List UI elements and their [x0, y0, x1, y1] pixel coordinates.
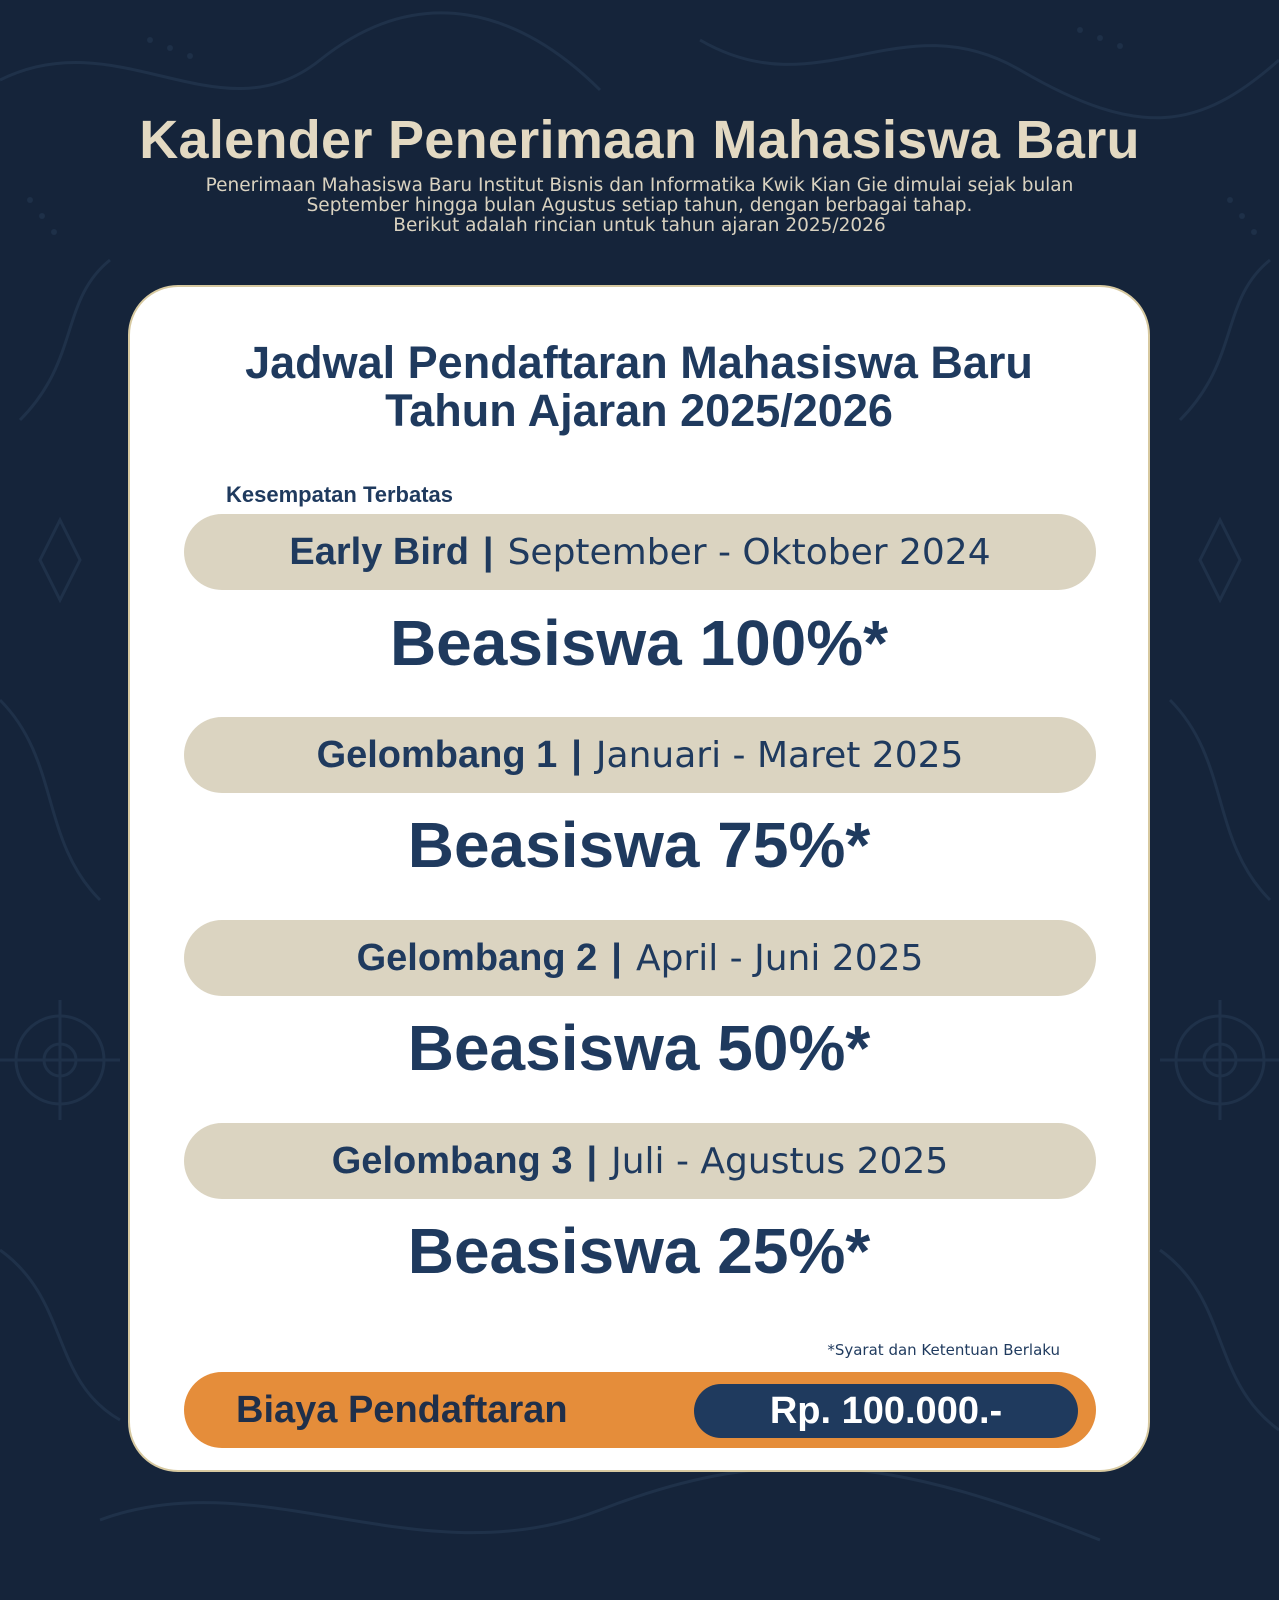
limited-opportunity-label: Kesempatan Terbatas — [226, 482, 454, 507]
phase-separator: | — [586, 1139, 598, 1182]
scholarship-gelombang-2: Beasiswa 50%* — [407, 1012, 871, 1084]
phase-pill-gelombang-2 — [184, 920, 1096, 996]
page-title: Kalender Penerimaan Mahasiswa Baru — [139, 110, 1140, 170]
registration-fee-value: Rp. 100.000.- — [694, 1384, 1078, 1438]
phase-pill-gelombang-1 — [184, 717, 1096, 793]
phase-name: Gelombang 3 — [331, 1139, 573, 1182]
scholarship-gelombang-3: Beasiswa 25%* — [407, 1215, 871, 1287]
card-title-line: Tahun Ajaran 2025/2026 — [385, 385, 893, 436]
phase-separator: | — [611, 936, 622, 979]
phase-dates: Juli - Agustus 2025 — [611, 1140, 949, 1182]
phase-pill-early-bird — [184, 514, 1096, 590]
terms-note: *Syarat dan Ketentuan Berlaku — [827, 1341, 1060, 1359]
card-title — [130, 339, 1148, 435]
phase-dates: Januari - Maret 2025 — [595, 734, 964, 776]
registration-fee-bar — [184, 1372, 1096, 1448]
subtitle-line: September hingga bulan Agustus setiap tahun, dengan berbagai tahap. — [306, 195, 973, 216]
page-subtitle — [0, 176, 1279, 236]
phase-name: Gelombang 2 — [356, 936, 598, 979]
registration-fee-label: Biaya Pendaftaran — [236, 1389, 568, 1431]
phase-pill-gelombang-3 — [184, 1123, 1096, 1199]
scholarship-early-bird: Beasiswa 100%* — [389, 607, 889, 679]
page-header — [0, 108, 1279, 236]
subtitle-line: Penerimaan Mahasiswa Baru Institut Bisnis dan Informatika Kwik Kian Gie dimulai sejak bulan — [205, 175, 1074, 196]
phase-name: Gelombang 1 — [316, 733, 558, 776]
phase-dates: September - Oktober 2024 — [507, 531, 991, 573]
phase-name: Early Bird — [289, 530, 469, 573]
schedule-card — [128, 285, 1150, 1472]
subtitle-line: Berikut adalah rincian untuk tahun ajaran 2025/2026 — [393, 215, 886, 236]
phase-separator: | — [571, 733, 582, 776]
phase-separator: | — [482, 530, 494, 573]
card-title-line: Jadwal Pendaftaran Mahasiswa Baru — [245, 337, 1033, 388]
scholarship-gelombang-1: Beasiswa 75%* — [407, 809, 871, 881]
phase-dates: April - Juni 2025 — [635, 937, 924, 979]
